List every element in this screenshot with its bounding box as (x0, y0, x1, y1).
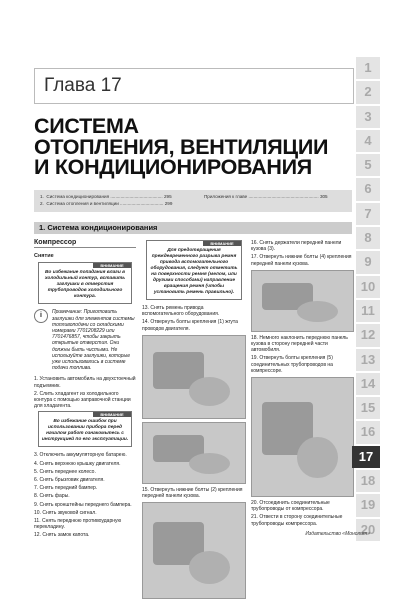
chapter-tab[interactable]: 6 (356, 178, 380, 200)
step: 14. Отвернуть болты крепления (1) жгута проводов двигателя. (142, 319, 238, 332)
step: 4. Снять верхнюю крышку двигателя. (34, 460, 121, 467)
title-line-3: И КОНДИЦИОНИРОВАНИЯ (34, 155, 312, 179)
warning-tag: ВНИМАНИЕ (93, 263, 131, 268)
chapter-tab[interactable]: 8 (356, 227, 380, 249)
chapter-tab[interactable]: 10 (356, 276, 380, 298)
step: 19. Отвернуть болты крепления (5) соединительных трубопроводов на компрессоре. (251, 355, 333, 374)
publisher-credit: Издательство «Монолит» (305, 531, 370, 537)
step: 5. Снять переднее колесо. (34, 468, 96, 475)
step: 17. Отвернуть нижние болты (4) крепления передней панели кузова. (251, 254, 352, 267)
chapter-tab[interactable]: 3 (356, 106, 380, 128)
warning-text: Во избежание попадания влаги в холодильный контур, вставить заглушки в отверстия трубопроводов холодильного контура. (44, 270, 126, 300)
chapter-tab[interactable]: 4 (356, 130, 380, 152)
title-line-2: ОТОПЛЕНИЯ, ВЕНТИЛЯЦИИ (34, 134, 329, 159)
step: 20. Отсоединить соединительные трубопроводы от компрессора. (251, 500, 330, 513)
compressor-photo (251, 377, 354, 497)
chapter-tab[interactable]: 16 (356, 421, 380, 443)
toc-entry[interactable]: Приложения к главе ....................................................... 305 (204, 194, 328, 199)
step: 10. Снять звуковой сигнал. (34, 509, 97, 516)
chapter-tab[interactable]: 20 (356, 519, 380, 541)
step: 21. Отвести в сторону соединительные трубопроводы компрессора. (251, 514, 343, 527)
chapter-tab[interactable]: 15 (356, 397, 380, 419)
step: 15. Отвернуть нижние болты (2) крепления передней панели кузова. (142, 486, 243, 500)
step: 1. Установить автомобиль на двухстоечный подъемник. (34, 376, 136, 389)
step: 3. Отключить аккумуляторную батарею. (34, 452, 127, 459)
front-panel-photo (142, 502, 246, 599)
step: 12. Снять замок капота. (34, 532, 90, 539)
panel-photo (251, 270, 354, 332)
chapter-tab[interactable]: 13 (356, 349, 380, 371)
subsection-heading: Компрессор (34, 240, 136, 248)
note-text: Примечание: Приготовить заглушки для элементов системы топливоподачи со складскими номерами 7701208229 или 7701476857, чтобы закрыть открытые отверстия. Они должны быть чистыми. Не используйте заглушки, которые уже использовались в системе подачи топлива. (52, 309, 135, 372)
note-block (34, 309, 136, 371)
chapter-tab[interactable]: 5 (356, 154, 380, 176)
warning-box (146, 240, 242, 300)
step: 8. Снять фары. (34, 493, 70, 500)
chapter-tab[interactable]: 11 (356, 300, 380, 322)
column-2 (142, 240, 246, 602)
chapter-tab[interactable]: 9 (356, 251, 380, 273)
warning-tag: ВНИМАНИЕ (203, 241, 241, 246)
step: 2. Слить хладагент из холодильного контура с помощью заправочной станции для хладагента. (34, 390, 131, 410)
step: 18. Немного наклонить переднюю панель кузова в сторону передней части автомобиля. (251, 334, 348, 354)
info-icon: i (34, 309, 48, 323)
warning-tag: ВНИМАНИЕ (93, 412, 131, 417)
toc-entry[interactable]: 1. Система кондиционирования ......................................... 295 (40, 194, 172, 199)
step: 7. Снять передний бампер. (34, 485, 98, 492)
section-bar (34, 222, 352, 234)
subsection-subheading: Снятие (34, 253, 54, 260)
chapter-tab[interactable]: 14 (356, 373, 380, 395)
radiator-photo (142, 422, 246, 484)
toc-entry[interactable]: 2. Система отопления и вентиляции .................................. 299 (40, 201, 173, 206)
chapter-tab[interactable]: 18 (356, 470, 380, 492)
chapter-tabs (356, 57, 380, 543)
chapter-tab[interactable]: 12 (356, 324, 380, 346)
step: 13. Снять ремень привода вспомогательного оборудования. (142, 305, 220, 318)
column-3 (251, 240, 354, 529)
section-title: 1. Система кондиционирования (39, 223, 158, 232)
warning-box (38, 262, 132, 304)
chapter-tab[interactable]: 1 (356, 57, 380, 79)
warning-text: Во избежание ошибок при использовании прибора перед началом работ ознакомьтесь с инструкцией по его эксплуатации. (41, 419, 129, 443)
chapter-header (34, 68, 354, 104)
chapter-label: Глава 17 (44, 75, 122, 96)
engine-photo (142, 335, 246, 419)
step: 6. Снять брызговик двигателя. (34, 477, 105, 484)
chapter-tab[interactable]: 19 (356, 494, 380, 516)
chapter-tab[interactable]: 2 (356, 81, 380, 103)
table-of-contents (34, 190, 352, 212)
chapter-title (34, 116, 354, 178)
step: 11. Снять переднюю противоударную перекладину. (34, 518, 122, 531)
chapter-tab-active[interactable]: 17 (352, 446, 380, 468)
step: 16. Снять держатели передней панели кузова (3). (251, 240, 342, 253)
step: 9. Снять кронштейны переднего бампера. (34, 501, 132, 508)
title-line-1: СИСТЕМА (34, 114, 139, 138)
warning-box (38, 411, 132, 447)
chapter-tab[interactable]: 7 (356, 203, 380, 225)
warning-text: Для предотвращения преждевременного разрыва ремня привода вспомогательного оборудования, следует отметить на поверхности ремня (мелом, или другими способами) направление вращения ремня (чтобы установить ремень правильно). (150, 248, 238, 295)
column-1 (34, 240, 136, 541)
